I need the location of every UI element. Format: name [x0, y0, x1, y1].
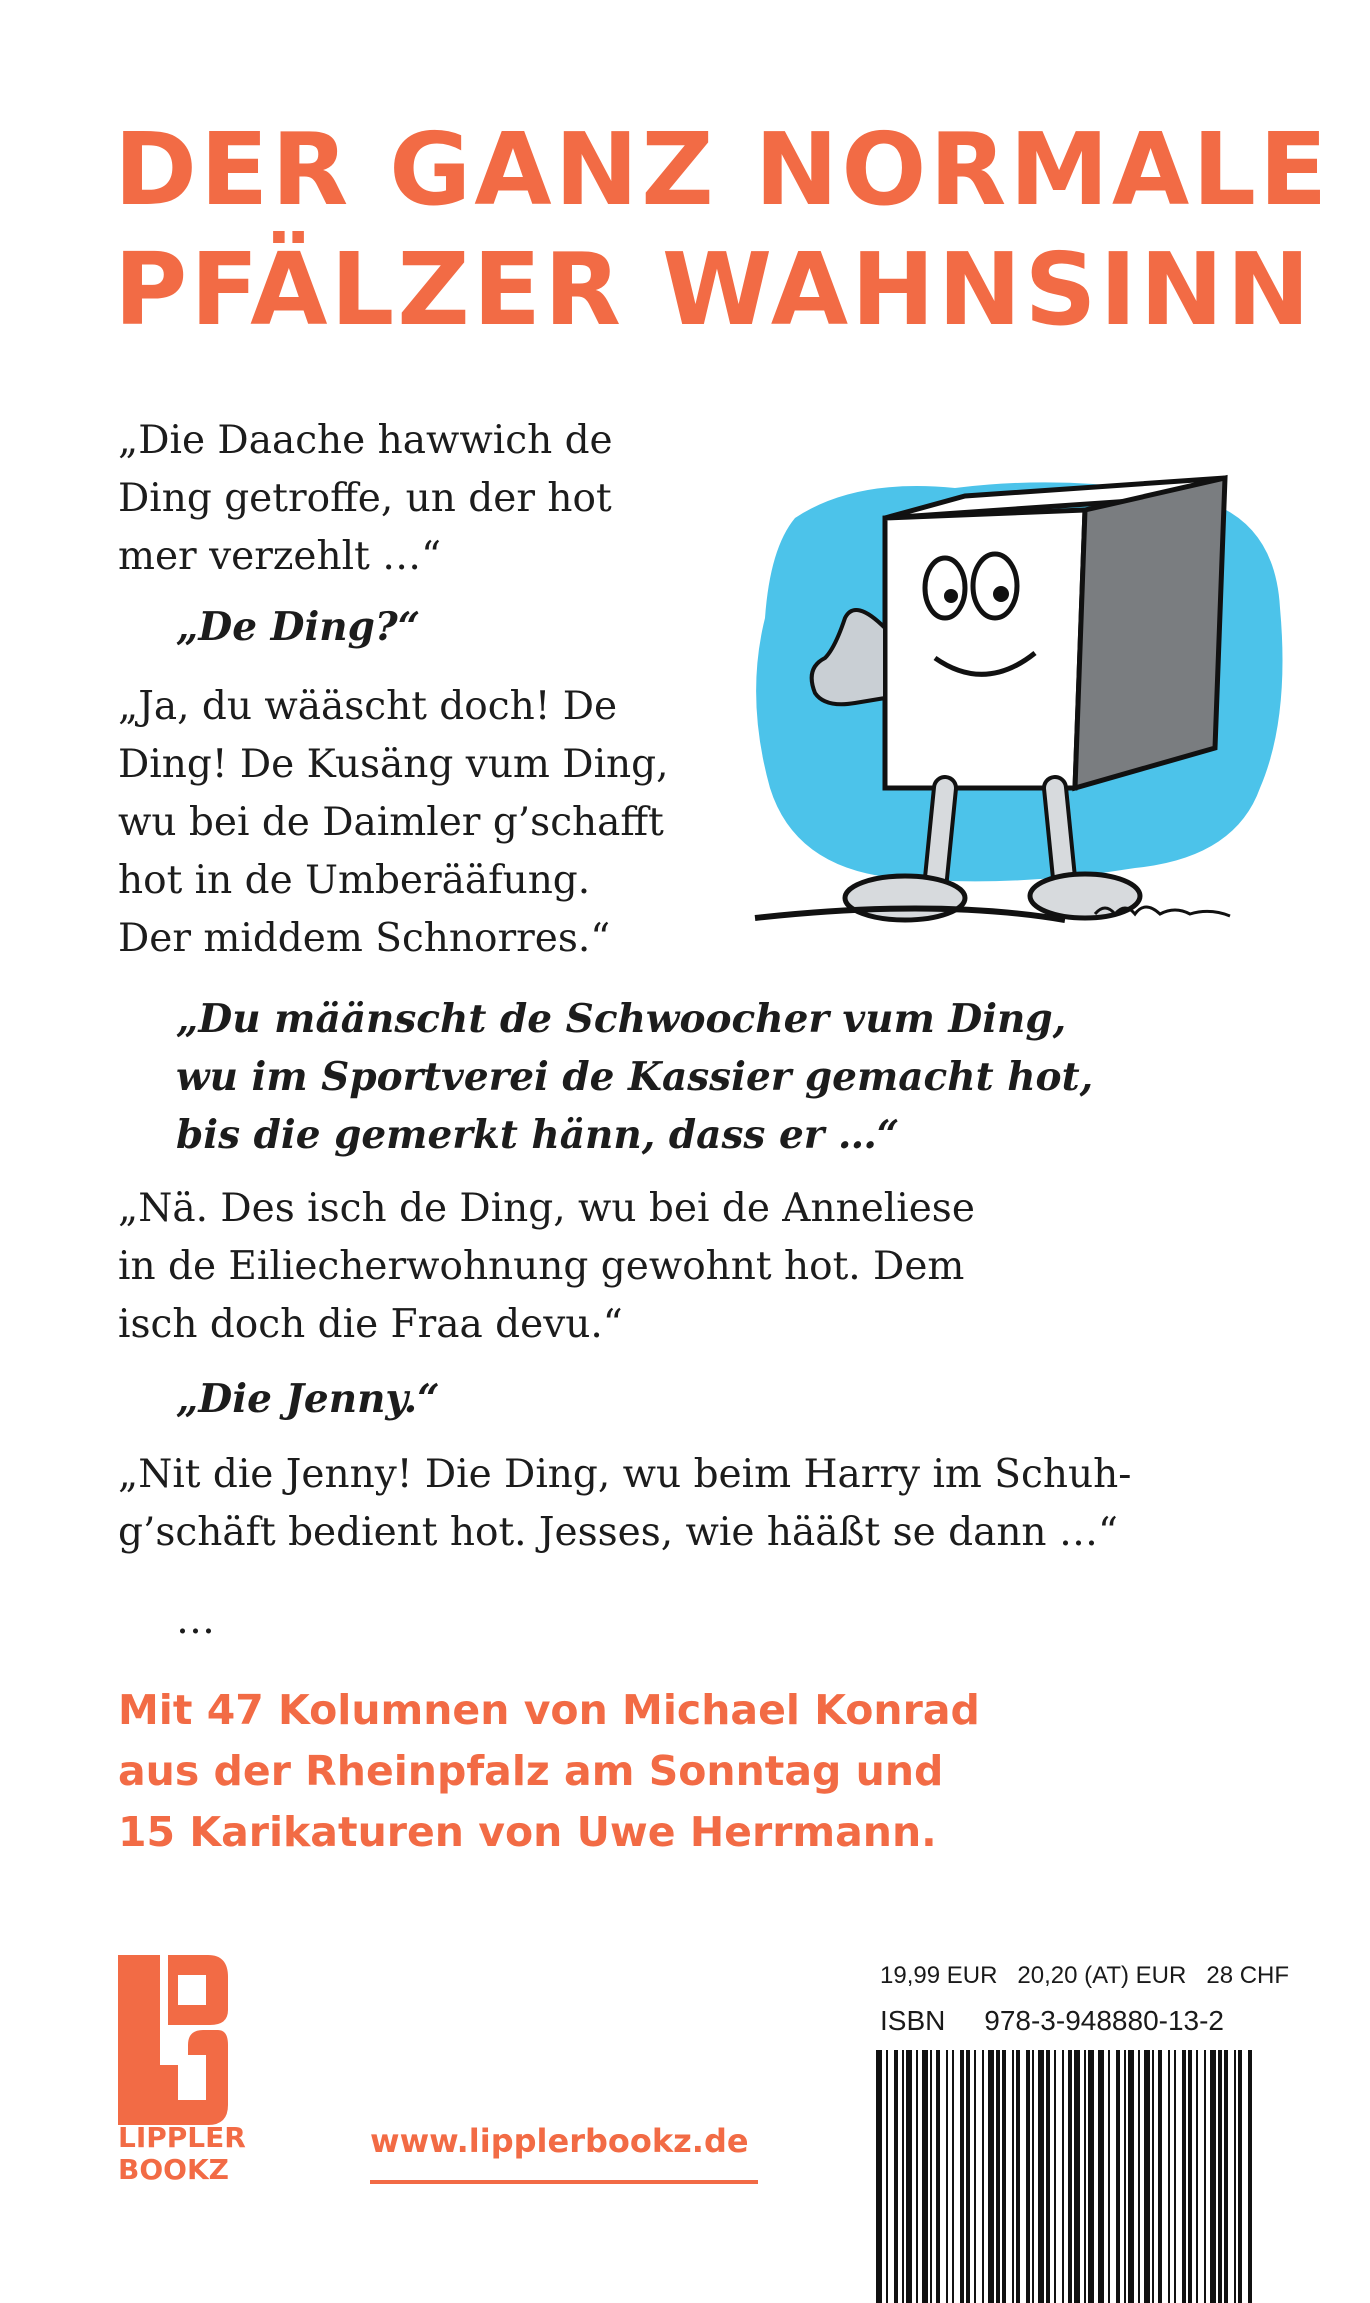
cube-front	[885, 510, 1085, 788]
right-eye	[973, 554, 1017, 618]
dialog-line: wu im Sportverei de Kassier gemacht hot,	[176, 1054, 1094, 1100]
isbn-number: 978-3-948880-13-2	[984, 2005, 1225, 2036]
barcode-bar	[974, 2050, 976, 2303]
barcode-bar	[876, 2050, 882, 2303]
publisher-line: BOOKZ	[118, 2153, 229, 2186]
barcode-bar	[1016, 2050, 1020, 2303]
title-line-2: PFÄLZER WAHNSINN	[114, 231, 1314, 348]
barcode-bar	[1116, 2050, 1120, 2303]
dialog-line: hot in de Umberääfung.	[118, 858, 591, 903]
publisher-name	[118, 2122, 246, 2186]
dialog-line: …	[176, 1598, 215, 1643]
book-title	[114, 110, 1330, 350]
barcode-bar	[1074, 2050, 1080, 2303]
dialog-block-7	[118, 1446, 1131, 1562]
dialog-line: g’schäft bedient hot. Jesses, wie hääßt se dann …“	[118, 1510, 1118, 1555]
barcode-bar	[988, 2050, 994, 2303]
dialog-line: „Nit die Jenny! Die Ding, wu beim Harry im Schuh-	[118, 1452, 1132, 1497]
dialog-block-5	[118, 1180, 975, 1354]
barcode-bar	[1108, 2050, 1110, 2303]
barcode-bar	[1168, 2050, 1170, 2303]
dialog-line: isch doch die Fraa devu.“	[118, 1302, 623, 1347]
barcode-bar	[1138, 2050, 1140, 2303]
barcode-bar	[1128, 2050, 1134, 2303]
barcode-bar	[1152, 2050, 1154, 2303]
barcode-bar	[1204, 2050, 1206, 2303]
barcode-bar	[1218, 2050, 1222, 2303]
barcode-bar	[996, 2050, 1000, 2303]
isbn-label: ISBN	[880, 2005, 946, 2036]
barcode-bar	[1188, 2050, 1192, 2303]
barcode-bar	[1026, 2050, 1030, 2303]
blurb-line: aus der Rheinpfalz am Sonntag und	[118, 1747, 944, 1795]
barcode-bar	[1182, 2050, 1186, 2303]
barcode	[874, 2050, 1254, 2303]
barcode-bar	[952, 2050, 954, 2303]
dialog-block-6	[176, 1370, 440, 1428]
barcode-bar	[1098, 2050, 1104, 2303]
barcode-bar	[1210, 2050, 1216, 2303]
barcode-bar	[902, 2050, 904, 2303]
isbn-info	[880, 2005, 1224, 2037]
barcode-bar	[1158, 2050, 1162, 2303]
dialog-line: „Ja, du wääscht doch! De	[118, 684, 618, 729]
barcode-bar	[1174, 2050, 1176, 2303]
cube-character-illustration	[735, 458, 1295, 928]
barcode-bar	[1054, 2050, 1056, 2303]
barcode-bar	[922, 2050, 928, 2303]
barcode-bar	[1238, 2050, 1242, 2303]
dialog-line: bis die gemerkt hänn, dass er …“	[176, 1112, 900, 1158]
dialog-block-4	[176, 990, 1093, 1164]
barcode-bar	[936, 2050, 940, 2303]
dialog-line: wu bei de Daimler g’schafft	[118, 800, 664, 845]
dialog-line: „Nä. Des isch de Ding, wu bei de Anneliese	[118, 1186, 975, 1231]
dialog-line: Ding! De Kusäng vum Ding,	[118, 742, 669, 787]
barcode-bar	[894, 2050, 898, 2303]
barcode-bar	[1012, 2050, 1014, 2303]
publisher-url[interactable]: www.lipplerbookz.de	[370, 2122, 749, 2160]
barcode-bar	[946, 2050, 948, 2303]
barcode-bar	[930, 2050, 932, 2303]
barcode-bar	[1224, 2050, 1228, 2303]
cube-side	[1075, 478, 1225, 788]
barcode-bar	[960, 2050, 964, 2303]
price-info: 19,99 EUR 20,20 (AT) EUR 28 CHF	[880, 1962, 1290, 1989]
dialog-line: Der middem Schnorres.“	[118, 916, 611, 961]
url-underline	[370, 2180, 758, 2184]
book-description	[118, 1680, 980, 1863]
dialog-block-3	[118, 678, 669, 968]
barcode-bar	[886, 2050, 888, 2303]
barcode-bar	[1002, 2050, 1006, 2303]
dialog-line: Ding getroffe, un der hot	[118, 476, 612, 521]
barcode-bar	[1248, 2050, 1252, 2303]
barcode-bar	[1196, 2050, 1198, 2303]
blurb-line: Mit 47 Kolumnen von Michael Konrad	[118, 1686, 980, 1734]
barcode-bar	[1046, 2050, 1050, 2303]
barcode-bar	[1038, 2050, 1044, 2303]
dialog-block-2	[176, 598, 420, 656]
dialog-ellipsis	[176, 1592, 215, 1650]
barcode-bar	[966, 2050, 970, 2303]
barcode-bar	[1088, 2050, 1094, 2303]
right-shoe	[1030, 874, 1140, 918]
blurb-line: 15 Karikaturen von Uwe Herrmann.	[118, 1808, 937, 1856]
dialog-line: mer verzehlt …“	[118, 534, 442, 579]
barcode-bar	[982, 2050, 984, 2303]
barcode-bar	[1144, 2050, 1150, 2303]
barcode-bar	[1032, 2050, 1034, 2303]
publisher-line: LIPPLER	[118, 2121, 246, 2154]
dialog-line: in de Eiliecherwohnung gewohnt hot. Dem	[118, 1244, 965, 1289]
lippler-bookz-logo	[118, 1955, 228, 2125]
dialog-line: „Du määnscht de Schwoocher vum Ding,	[176, 996, 1067, 1042]
dialog-line: „Die Daache hawwich de	[118, 418, 613, 463]
barcode-bar	[1124, 2050, 1126, 2303]
barcode-bar	[906, 2050, 912, 2303]
dialog-block-1	[118, 412, 613, 586]
barcode-bar	[1062, 2050, 1064, 2303]
title-line-1: DER GANZ NORMALE	[114, 111, 1331, 228]
left-shoe	[845, 876, 965, 920]
barcode-bar	[1234, 2050, 1236, 2303]
barcode-bar	[1084, 2050, 1086, 2303]
dialog-line: „De Ding?“	[176, 604, 421, 650]
barcode-bar	[1068, 2050, 1072, 2303]
barcode-bar	[916, 2050, 918, 2303]
left-eye	[925, 558, 965, 618]
dialog-line: „Die Jenny.“	[176, 1376, 440, 1422]
